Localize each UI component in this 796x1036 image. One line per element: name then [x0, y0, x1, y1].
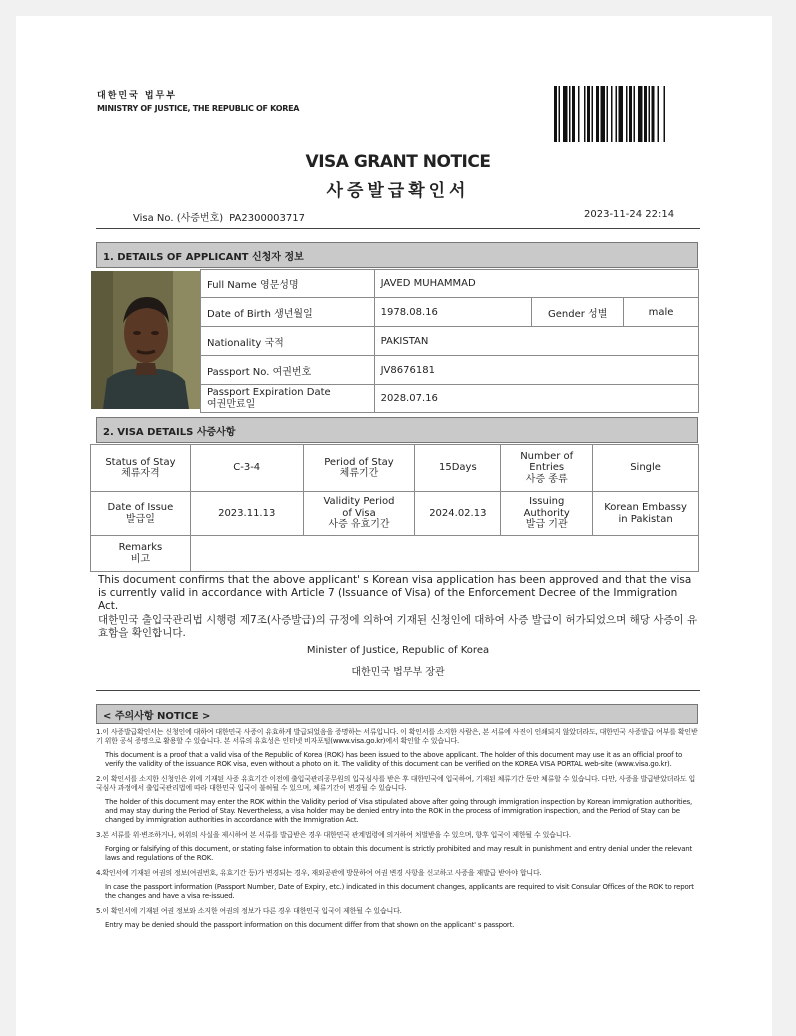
remarks-value	[190, 536, 698, 572]
status-of-stay-label-ko: 체류자격	[121, 468, 160, 479]
date-of-issue-label	[91, 492, 191, 536]
barcode	[554, 86, 698, 142]
full-name-value: JAVED MUHAMMAD	[374, 270, 698, 298]
issuing-authority-label-ko: 발급 기관	[525, 519, 568, 531]
nationality-value: PAKISTAN	[374, 327, 698, 356]
table-row	[201, 270, 699, 298]
remarks-label-ko: 비고	[130, 553, 151, 565]
table-row	[201, 298, 699, 327]
divider	[96, 228, 700, 229]
period-of-stay-value: 15Days	[415, 445, 501, 492]
table-row	[201, 385, 699, 413]
validity-period-label-1: Validity Period	[323, 496, 395, 508]
passport-number-label: Passport No. 여권번호	[201, 356, 375, 385]
validity-period-label-2: of Visa	[342, 507, 376, 519]
section-visa-header: 2. VISA DETAILS 사증사항	[96, 417, 698, 443]
full-name-label: Full Name 영문성명	[201, 270, 375, 298]
passport-expiration-label-en: Passport Expiration Date	[207, 386, 331, 398]
divider	[96, 690, 700, 691]
passport-number-value: JV8676181	[374, 356, 698, 385]
number-of-entries-label-1: Number of	[520, 450, 574, 462]
notice-header: < 주의사항 NOTICE >	[96, 704, 698, 724]
date-of-issue-label-en: Date of Issue	[107, 502, 174, 513]
title-korean: 사증발급확인서	[326, 181, 470, 201]
ministry-name-english: MINISTRY OF JUSTICE, THE REPUBLIC OF KOREA	[97, 104, 300, 113]
table-row	[91, 492, 699, 536]
notice-item-3-ko: 3.본 서류를 위·변조하거나, 허위의 사실을 제시하여 본 서류를 발급받은 경우 대한민국 관계법령에 의거하여 처벌받을 수 있으며, 향후 입국이 제한될 수 있습니다.	[96, 831, 571, 839]
dob-label: Date of Birth 생년월일	[201, 298, 375, 327]
notice-item-4-en: In case the passport information (Passport Number, Date of Expiry, etc.) indicated in this document changes, applicants are required to visit Consular Offices of the ROK to report the changes and have a visa re-issued.	[105, 883, 694, 900]
section-applicant-header: 1. DETAILS OF APPLICANT 신청자 정보	[96, 242, 698, 268]
applicant-details-table	[200, 269, 699, 413]
table-row	[201, 356, 699, 385]
table-row	[91, 536, 699, 572]
issuing-authority-value-2: in Pakistan	[618, 513, 673, 525]
confirmation-text-ko: 대한민국 출입국관리법 시행령 제7조(사증발급)의 규정에 의하여 기재된 신청인에 대하여 사증 발급이 허가되었으며 해당 사증이 유효함을 확인합니다.	[98, 614, 698, 639]
notice-body	[96, 728, 700, 936]
signer-korean: 대한민국 법무부 장관	[351, 667, 445, 678]
table-row	[201, 327, 699, 356]
passport-expiration-value: 2028.07.16	[374, 385, 698, 413]
number-of-entries-label-2: Entries	[529, 462, 565, 474]
passport-expiration-label	[201, 385, 375, 413]
remarks-label-en: Remarks	[118, 542, 163, 553]
nationality-label: Nationality 국적	[201, 327, 375, 356]
notice-item-5-ko: 5.이 확인서에 기재된 여권 정보와 소지한 여권의 정보가 다른 경우 대한민국 입국이 제한될 수 있습니다.	[96, 907, 402, 915]
validity-period-value: 2024.02.13	[415, 492, 501, 536]
validity-period-label-ko: 사증 유효기간	[328, 519, 390, 531]
table-row	[91, 445, 699, 492]
visa-number-label: Visa No. (사증번호)	[133, 213, 224, 224]
number-of-entries-value: Single	[593, 445, 699, 492]
gender-value: male	[624, 298, 699, 327]
dob-value: 1978.08.16	[374, 298, 532, 327]
period-of-stay-label	[303, 445, 415, 492]
number-of-entries-label	[501, 445, 593, 492]
date-of-issue-label-ko: 발급일	[125, 513, 155, 525]
notice-item-1-en: This document is a proof that a valid visa of the Republic of Korea (ROK) has been issued to the above applicant. The holder of this document may use it as an official proof to verify the validity of the issuance ROK visa, even without a photo on it. The validity of this document can be verified on the KOREA VISA PORTAL web-site (www.visa.go.kr).	[105, 751, 683, 768]
number-of-entries-label-ko: 사증 종류	[525, 473, 568, 485]
issuing-authority-value	[593, 492, 699, 536]
signer-english: Minister of Justice, Republic of Korea	[306, 645, 490, 656]
status-of-stay-value: C-3-4	[190, 445, 303, 492]
date-of-issue-value: 2023.11.13	[190, 492, 303, 536]
ministry-name-korean: 대한민국 법무부	[97, 91, 177, 101]
notice-item-5-en: Entry may be denied should the passport information on this document differ from that shown on the applicant' s passport.	[105, 921, 515, 929]
notice-item-2-ko: 2.이 확인서를 소지한 신청인은 위에 기재된 사증 유효기간 이전에 출입국관리공무원의 입국심사를 받은 후 대한민국에 입국하여, 기재된 체류기간 동안 체류할 수 있습니다. 다만, 사증을 발급받았더라도 입국심사 과정에서 출입국관리법에 따라 대한민국 입국이 불허될 수 있으며, 체류기간이 변경될 수 있습니다.	[96, 775, 696, 792]
confirmation-text-en: This document confirms that the above applicant' s Korean visa application has been approved and that the visa is currently valid in accordance with Article 7 (Issuance of Visa) of the Enforcement Decree of the Immigration Act.	[98, 574, 692, 612]
period-of-stay-label-ko: 체류기간	[339, 468, 379, 479]
notice-item-3-en: Forging or falsifying of this document, or stating false information to obtain this document is strictly prohibited and may result in punishment and entry denial under the relevant laws and regulations of the ROK.	[105, 845, 693, 862]
visa-number-line	[133, 209, 305, 224]
notice-item-1-ko: 1.이 사증발급확인서는 신청인에 대하여 대한민국 사증이 유효하게 발급되었음을 증명하는 서류입니다. 이 확인서를 소지한 사람은, 본 서류에 사진이 인쇄되지 않았더라도, 대한민국 사증발급 여부를 확인받기 위한 공식 증명으로 활용할 수 있습니다. 본 서류의 유효성은 인터넷 비자포털(www.visa.go.kr)에서 확인할 수 있습니다.	[96, 728, 698, 745]
visa-number: PA2300003717	[229, 213, 305, 224]
notice-item-4-ko: 4.확인서에 기재된 여권의 정보(여권번호, 유효기간 등)가 변경되는 경우, 재외공관에 방문하여 여권 변경 사항을 신고하고 사증을 재발급 받아야 합니다.	[96, 869, 542, 877]
visa-details-table	[90, 444, 699, 572]
issue-datetime: 2023-11-24 22:14	[584, 209, 675, 220]
issuing-authority-label-2: Authority	[523, 507, 570, 519]
validity-period-label	[303, 492, 415, 536]
issuing-authority-label-1: Issuing	[529, 496, 565, 508]
status-of-stay-label	[91, 445, 191, 492]
remarks-label	[91, 536, 191, 572]
period-of-stay-label-en: Period of Stay	[324, 456, 394, 468]
applicant-photo	[91, 271, 200, 409]
issuing-authority-value-1: Korean Embassy	[604, 502, 687, 513]
notice-item-2-en: The holder of this document may enter the ROK within the Validity period of Visa stipulated above after going through immigration inspection by Korean immigration authorities, and may stay during the Period of Stay. Nevertheless, a visa holder may be denied entry into the ROK in the process of immigration inspection, and the Period of Stay can be changed by immigration authorities in accordance with the Immigration Act.	[105, 798, 693, 824]
gender-label: Gender 성별	[532, 298, 624, 327]
title-english: VISA GRANT NOTICE	[305, 152, 491, 172]
passport-expiration-label-ko: 여권만료일	[207, 398, 256, 410]
issuing-authority-label	[501, 492, 593, 536]
status-of-stay-label-en: Status of Stay	[105, 456, 176, 468]
